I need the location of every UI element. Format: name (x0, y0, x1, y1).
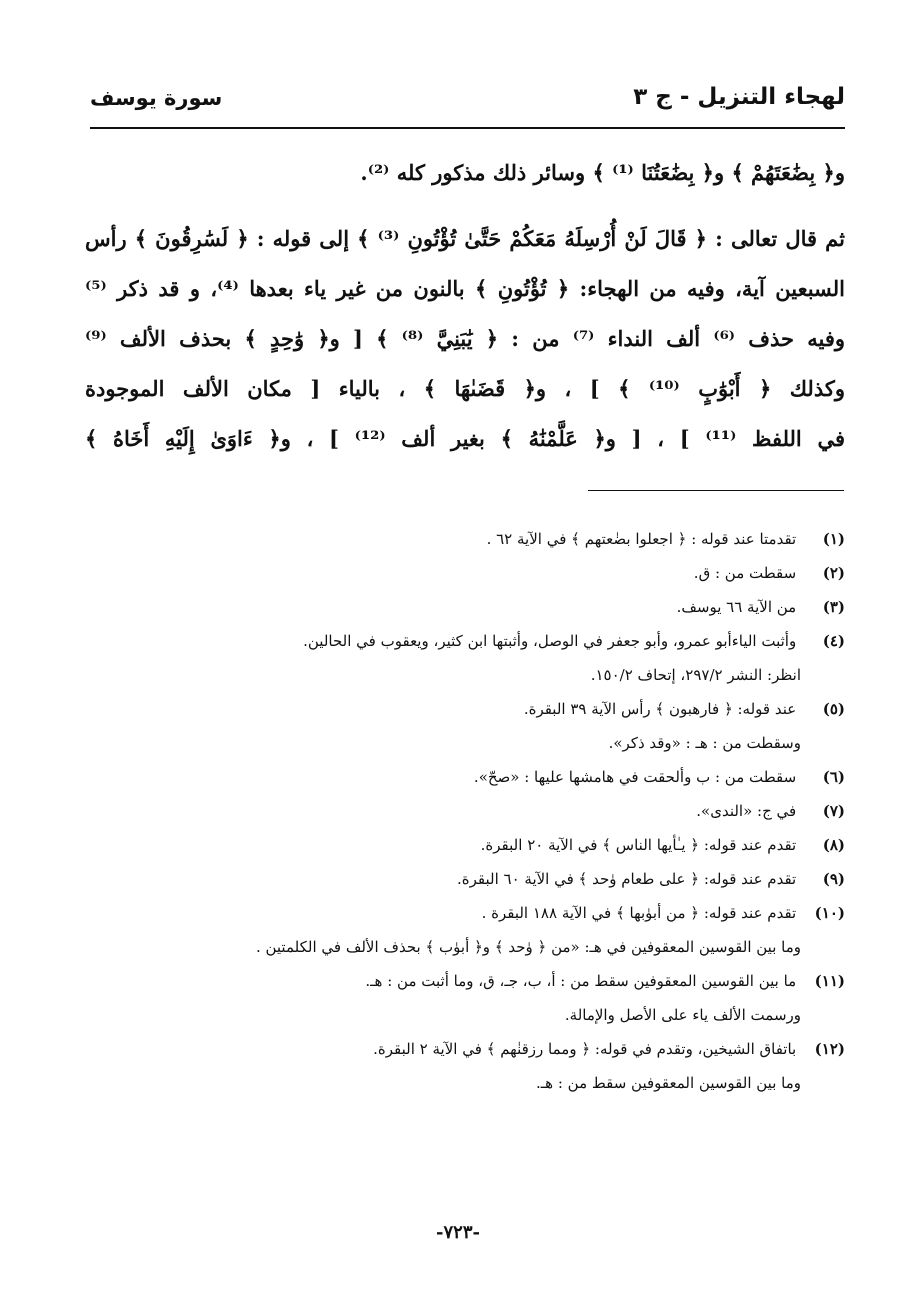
main-text-line: وفيه حذف ⁽⁶⁾ ألف النداء ⁽⁷⁾ من : ﴿ يَٰبَنِيَّ ⁽⁸⁾ ﴾ [ و﴿ وَٰحِدٍ ﴾ بحذف الألف ⁽⁹⁾ (85, 326, 845, 351)
footnote-text: انظر: النشر ٢٩٧/٢، إتحاف ١٥٠/٢. (590, 666, 801, 684)
footnote-text: وأثبت الياءأبو عمرو، وأبو جعفر في الوصل، وأثبتها ابن كثير، ويعقوب في الحالين. (303, 632, 797, 650)
main-text-line: و﴿ بِضَٰعَتَهُمْ ﴾ و﴿ بِضَٰعَتُنَا ⁽¹⁾ ﴾ وسائر ذلك مذكور كله ⁽²⁾. (360, 160, 845, 185)
footnote-text: وما بين القوسين المعقوفين في هـ: «من ﴿ وٰحد ﴾ و﴿ أبوٰب ﴾ بحذف الألف في الكلمتين . (255, 938, 801, 956)
footnote (100, 556, 845, 590)
footnote-text: عند قوله: ﴿ فارهبون ﴾ رأس الآية ٣٩ البقرة. (523, 700, 797, 718)
footnote-text: ورسمت الألف ياء على الأصل والإمالة. (564, 1006, 801, 1024)
footnote-continuation (100, 998, 845, 1032)
footnotes (100, 522, 845, 1100)
footnote-number: (٧) (822, 802, 845, 820)
footnote (100, 760, 845, 794)
surah-title: سورة يوسف (90, 86, 223, 110)
footnote (100, 1032, 845, 1066)
footnote-text: تقدم عند قوله: ﴿ من أبوٰبها ﴾ في الآية ١٨٨ البقرة . (481, 904, 797, 922)
footnote-number: (١) (822, 530, 845, 548)
footnote-separator (588, 490, 844, 491)
main-text-line: السبعين آية، وفيه من الهجاء: ﴿ تُؤْتُونِ ﴾ بالنون من غير ياء بعدها ⁽⁴⁾، و قد ذكر ⁽⁵⁾ (85, 276, 845, 301)
footnote-number: (٥) (822, 700, 845, 718)
footnote-text: سقطت من : ق. (693, 564, 797, 582)
footnote (100, 896, 845, 930)
footnote (100, 522, 845, 556)
footnote (100, 624, 845, 658)
footnote (100, 590, 845, 624)
footnote-text: وسقطت من : هـ : «وقد ذكر». (608, 734, 801, 752)
footnote-text: تقدم عند قوله: ﴿ يـٰأيها الناس ﴾ في الآية ٢٠ البقرة. (480, 836, 797, 854)
footnote-text: تقدم عند قوله: ﴿ على طعام وٰحد ﴾ في الآية ٦٠ البقرة. (456, 870, 797, 888)
main-text-line: ثم قال تعالى : ﴿ قَالَ لَنْ أُرْسِلَهُ مَعَكُمْ حَتَّىٰ تُؤْتُونِ ⁽³⁾ ﴾ إلى قوله : ﴿ لَسَٰرِقُونَ ﴾ رأس (85, 226, 845, 251)
footnote-text: من الآية ٦٦ يوسف. (676, 598, 797, 616)
footnote-continuation (100, 1066, 845, 1100)
main-text-line: في اللفظ ⁽¹¹⁾ ] ، [ و﴿ عَلَّمْنَٰهُ ﴾ بغير ألف ⁽¹²⁾ ] ، و﴿ ءَاوَىٰ إِلَيْهِ أَخَاهُ ﴾ (85, 426, 845, 451)
footnote-text: في ج: «الندى». (696, 802, 797, 820)
footnote-number: (٣) (822, 598, 845, 616)
footnote-text: تقدمتا عند قوله : ﴿ اجعلوا بضٰعتهم ﴾ في الآية ٦٢ . (486, 530, 797, 548)
footnote-continuation (100, 930, 845, 964)
footnote-continuation (100, 658, 845, 692)
footnote-number: (١١) (814, 972, 845, 990)
footnote-number: (٨) (822, 836, 845, 854)
footnote (100, 862, 845, 896)
footnote-text: سقطت من : ب وألحقت في هامشها عليها : «صحّ». (473, 768, 797, 786)
footnote-text: ما بين القوسين المعقوفين سقط من : أ، ب، جـ، ق، وما أثبت من : هـ. (365, 972, 797, 990)
footnote (100, 964, 845, 998)
footnote (100, 692, 845, 726)
page-header (90, 84, 845, 124)
footnote-number: (١٢) (814, 1040, 845, 1058)
footnote-text: باتفاق الشيخين، وتقدم في قوله: ﴿ ومما رزقنٰهم ﴾ في الآية ٢ البقرة. (373, 1040, 797, 1058)
footnote-number: (٦) (822, 768, 845, 786)
page-number: -٧٢٣- (436, 1222, 480, 1243)
main-text (85, 148, 845, 464)
footnote-number: (٩) (822, 870, 845, 888)
main-text-line: وكذلك ﴿ أَبْوَٰبٍ ⁽¹⁰⁾ ﴾ ] ، و﴿ قَضَىٰهَا ﴾ ، بالياء [ مكان الألف الموجودة (85, 376, 845, 401)
footnote (100, 828, 845, 862)
footnote-number: (١٠) (814, 904, 845, 922)
book-title: لهجاء التنزيل - ج ٣ (633, 84, 845, 110)
footnote-number: (٢) (822, 564, 845, 582)
footnote-continuation (100, 726, 845, 760)
footnote-text: وما بين القوسين المعقوفين سقط من : هـ. (535, 1074, 801, 1092)
footnote (100, 794, 845, 828)
header-rule (90, 127, 845, 129)
footnote-number: (٤) (822, 632, 845, 650)
